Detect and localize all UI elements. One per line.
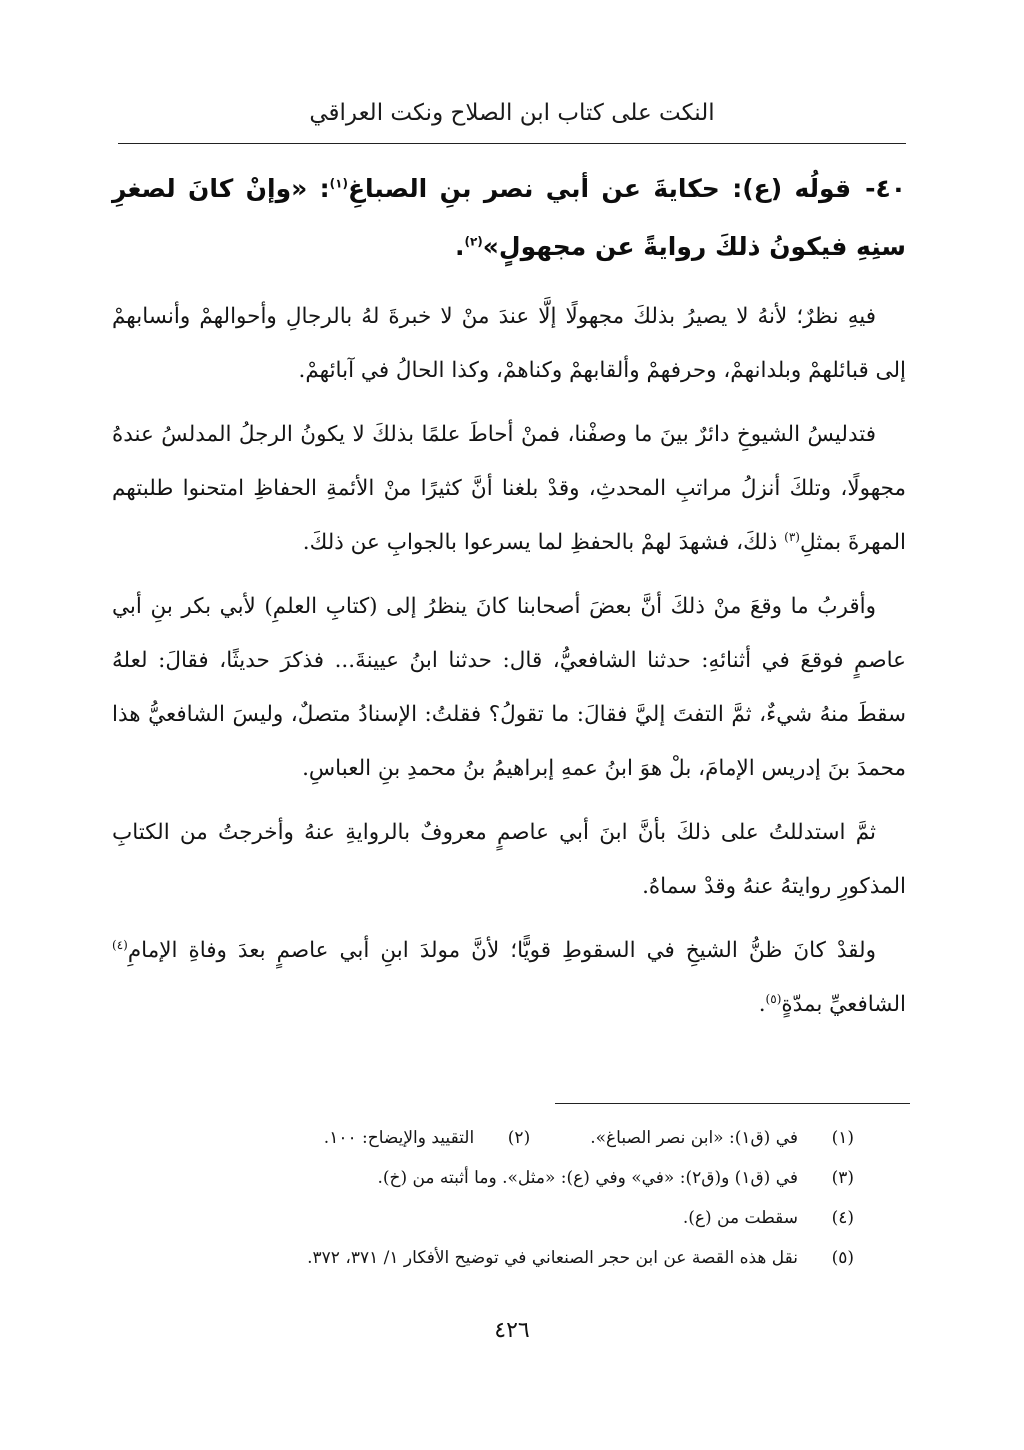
footnote-row	[160, 1238, 854, 1278]
footnote-text: التقييد والإيضاح: ١٠٠.	[323, 1128, 475, 1148]
footnote-3	[377, 1158, 854, 1198]
page-number: ٤٢٦	[494, 1318, 530, 1343]
footnote-2	[324, 1118, 530, 1158]
footnote-number: (٣)	[831, 1168, 854, 1188]
footnote-text: في (ق١) و(ق٢): «في» وفي (ع): «مثل». وما أثبته من (خ).	[377, 1168, 798, 1188]
footnote-ref-1[interactable]: (١)	[329, 176, 348, 191]
footnote-number: (٥)	[831, 1248, 854, 1268]
heading-text-a: قولُه (ع): حكايةَ عن أبي نصر بنِ الصباغِ	[347, 174, 852, 203]
footnote-text: سقطت من (ع).	[682, 1208, 798, 1228]
paragraph-5-text-c: .	[758, 992, 766, 1017]
heading-text-b: : «وإنْ كانَ لصغرِ سنِهِ فيكونُ ذلكَ روايةً عن مجهولٍ»	[112, 174, 906, 261]
paragraph-4: ثمَّ استدللتُ على ذلكَ بأنَّ ابنَ أبي عاصمٍ معروفٌ بالروايةِ عنهُ وأخرجتُ من الكتابِ المذكورِ روايتهُ عنهُ وقدْ سماهُ.	[112, 820, 906, 899]
footnotes	[160, 1118, 854, 1278]
paragraph-3: وأقربُ ما وقعَ منْ ذلكَ أنَّ بعضَ أصحابنا كانَ ينظرُ إلى (كتابِ العلمِ) لأبي بكر بنِ أبي عاصمٍ فوقعَ في أثنائهِ: حدثنا الشافعيُّ، قال: حدثنا ابنُ عيينةَ... فذكرَ حديثًا، فقالَ: لعلهُ سقطَ منهُ شيءٌ، ثمَّ التفتَ إليَّ فقالَ: ما تقولُ؟ فقلتُ: الإسنادُ متصلٌ، وليسَ الشافعيُّ هذا محمدَ بنَ إدريس الإمامَ، بلْ هوَ ابنُ عمهِ إبراهيمُ بنُ محمدِ بنِ العباسِ.	[112, 594, 906, 781]
footnote-row	[160, 1158, 854, 1198]
footnote-1	[590, 1118, 854, 1158]
paragraph-5-text-b: الشافعيِّ بمدّةٍ	[781, 992, 906, 1017]
footnote-ref-3[interactable]: (٣)	[784, 529, 800, 544]
header-rule	[118, 143, 906, 144]
footnote-ref-2[interactable]: (٢)	[464, 234, 483, 249]
footnote-text: نقل هذه القصة عن ابن حجر الصنعاني في توضيح الأفكار ١/ ٣٧١، ٣٧٢.	[307, 1248, 798, 1268]
page-body	[112, 160, 906, 1042]
paragraph-2	[112, 408, 906, 570]
footnote-ref-5[interactable]: (٥)	[765, 991, 782, 1006]
footnote-rule	[555, 1103, 910, 1104]
paragraph-5	[112, 924, 906, 1032]
section-number: ٤٠-	[865, 174, 907, 203]
paragraph-2-text-a: فتدليسُ الشيوخِ دائرٌ بينَ ما وصفْنا، فمنْ أحاطَ علمًا بذلكَ لا يكونُ الرجلُ المدلسُ عندهُ مجهولًا، وتلكَ أنزلُ مراتبِ المحدثِ، وقدْ بلغنا أنَّ كثيرًا منْ الأئمةِ الحفاظِ امتحنوا طلبتهم المهرةَ بمثلِ	[112, 422, 906, 555]
paragraph-1: فيهِ نظرٌ؛ لأنهُ لا يصيرُ بذلكَ مجهولًا إلَّا عندَ منْ لا خبرةَ لهُ بالرجالِ وأحوالهمْ وأنسابهمْ إلى قبائلهمْ وبلدانهمْ، وحرفهمْ وألقابهمْ وكناهمْ، وكذا الحالُ في آبائهمْ.	[112, 304, 906, 383]
paragraph-2-text-b: ذلكَ، فشهدَ لهمْ بالحفظِ لما يسرعوا بالجوابِ عن ذلكَ.	[302, 530, 785, 555]
footnote-text: في (ق١): «ابن نصر الصباغ».	[590, 1128, 798, 1148]
footnote-row	[160, 1118, 854, 1158]
footnote-row	[160, 1198, 854, 1238]
paragraph-5-text-a: ولقدْ كانَ ظنُّ الشيخِ في السقوطِ قويًّا؛ لأنَّ مولدَ ابنِ أبي عاصمٍ بعدَ وفاةِ الإمامِ	[127, 938, 876, 963]
footnote-number: (٤)	[831, 1208, 854, 1228]
footnote-4	[683, 1198, 854, 1238]
footnote-5	[307, 1238, 854, 1278]
section-heading	[112, 160, 906, 276]
footnote-number: (٢)	[507, 1128, 531, 1148]
footnote-number: (١)	[831, 1128, 854, 1148]
footnote-ref-4[interactable]: (٤)	[112, 937, 128, 952]
running-header: النكت على كتاب ابن الصلاح ونكت العراقي	[309, 100, 715, 126]
heading-text-c: .	[454, 232, 465, 261]
